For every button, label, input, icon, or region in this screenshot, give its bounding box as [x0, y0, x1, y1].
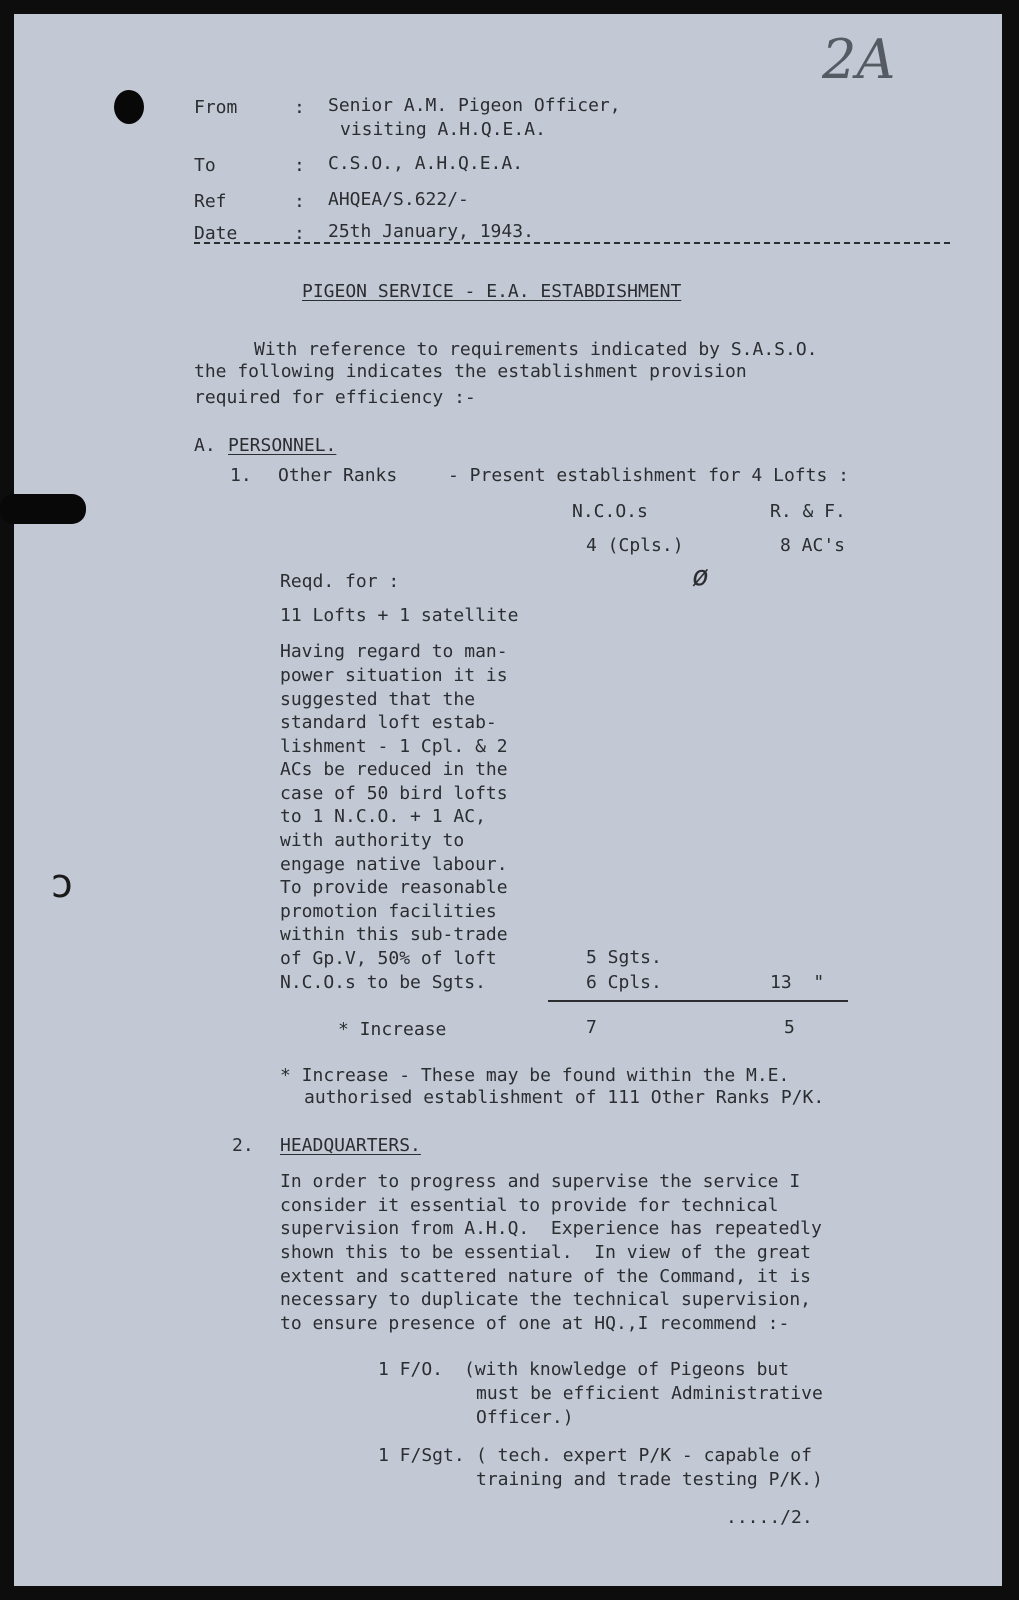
para-line-9: with authority to — [280, 830, 465, 851]
hq-para-line-1: In order to progress and supervise the service I — [280, 1171, 801, 1192]
section-2-number: 2. — [232, 1135, 254, 1156]
handwritten-mark: ø — [692, 559, 709, 592]
document-page — [14, 14, 1002, 1586]
intro-line-2: the following indicates the establishment provision — [194, 361, 747, 382]
document-title: PIGEON SERVICE - E.A. ESTABDISHMENT — [302, 281, 682, 302]
to-colon: : — [294, 155, 305, 176]
para-line-11: To provide reasonable — [280, 877, 508, 898]
from-value-line-1: Senior A.M. Pigeon Officer, — [328, 95, 621, 116]
ref-value: AHQEA/S.622/- — [328, 189, 469, 210]
date-colon: : — [294, 223, 305, 244]
from-value-line-2: visiting A.H.Q.E.A. — [340, 119, 546, 140]
para-line-2: power situation it is — [280, 665, 508, 686]
reqd-label: Reqd. for : — [280, 571, 400, 592]
column-header-ncos: N.C.O.s — [572, 501, 648, 522]
page-continuation: ...../2. — [726, 1507, 813, 1528]
totals-rule — [548, 1000, 848, 1002]
hq-para-line-6: necessary to duplicate the technical supervision, — [280, 1289, 812, 1310]
item-1-text: - Present establishment for 4 Lofts : — [448, 465, 849, 486]
para-line-3: suggested that the — [280, 689, 476, 710]
para-line-13: within this sub-trade — [280, 924, 508, 945]
hq-para-line-4: shown this to be essential. In view of the great — [280, 1242, 812, 1263]
increase-rf-value: 5 — [784, 1017, 795, 1038]
recommendation-1-label: 1 F/O. — [378, 1359, 444, 1380]
from-label: From — [194, 97, 238, 118]
from-colon: : — [294, 97, 305, 118]
para-line-15: N.C.O.s to be Sgts. — [280, 972, 486, 993]
para-line-5: lishment - 1 Cpl. & 2 — [280, 736, 508, 757]
present-rf-value: 8 AC's — [780, 535, 846, 556]
footnote-line-1: * Increase - These may be found within the M.E. — [280, 1065, 790, 1086]
lofts-line: 11 Lofts + 1 satellite — [280, 605, 519, 626]
para-line-4: standard loft estab- — [280, 712, 497, 733]
intro-line-3: required for efficiency :- — [194, 387, 476, 408]
memo — [14, 14, 1002, 1586]
reqd-cpls-value: 6 Cpls. — [586, 972, 662, 993]
header-divider — [194, 242, 950, 244]
punch-hole-middle — [0, 494, 86, 524]
recommendation-2-label: 1 F/Sgt. — [378, 1445, 465, 1466]
para-line-7: case of 50 bird lofts — [280, 783, 508, 804]
para-line-8: to 1 N.C.O. + 1 AC, — [280, 806, 486, 827]
column-header-rf: R. & F. — [770, 501, 846, 522]
increase-ncos-value: 7 — [586, 1017, 597, 1038]
intro-line-1: With reference to requirements indicated by S.A.S.O. — [254, 339, 818, 360]
increase-label: * Increase — [338, 1019, 447, 1040]
present-ncos-value: 4 (Cpls.) — [586, 535, 684, 556]
ref-label: Ref — [194, 191, 227, 212]
edge-mark: ɔ — [50, 861, 75, 907]
recommendation-1-line-2: must be efficient Administrative — [476, 1383, 823, 1404]
to-label: To — [194, 155, 216, 176]
section-a-heading: PERSONNEL. — [228, 435, 337, 456]
punch-hole-top — [114, 90, 144, 124]
para-line-14: of Gp.V, 50% of loft — [280, 948, 497, 969]
reqd-rf-value: 13 " — [770, 972, 825, 993]
reqd-sgts-value: 5 Sgts. — [586, 947, 662, 968]
recommendation-2-line-1: ( tech. expert P/K - capable of — [476, 1445, 812, 1466]
date-value: 25th January, 1943. — [328, 221, 534, 242]
hq-para-line-3: supervision from A.H.Q. Experience has repeatedly — [280, 1218, 822, 1239]
para-line-1: Having regard to man- — [280, 641, 508, 662]
para-line-12: promotion facilities — [280, 901, 497, 922]
to-value: C.S.O., A.H.Q.E.A. — [328, 153, 524, 174]
handwritten-folio-number: 2A — [822, 28, 896, 91]
section-2-heading: HEADQUARTERS. — [280, 1135, 421, 1156]
date-label: Date — [194, 223, 238, 244]
item-1-number: 1. — [230, 465, 252, 486]
recommendation-2-line-2: training and trade testing P/K.) — [476, 1469, 823, 1490]
para-line-10: engage native labour. — [280, 854, 508, 875]
section-a-letter: A. — [194, 435, 216, 456]
hq-para-line-2: consider it essential to provide for technical — [280, 1195, 779, 1216]
footnote-line-2: authorised establishment of 111 Other Ranks P/K. — [304, 1087, 825, 1108]
para-line-6: ACs be reduced in the — [280, 759, 508, 780]
recommendation-1-line-1: (with knowledge of Pigeons but — [464, 1359, 790, 1380]
ref-colon: : — [294, 191, 305, 212]
recommendation-1-line-3: Officer.) — [476, 1407, 574, 1428]
hq-para-line-5: extent and scattered nature of the Command, it is — [280, 1266, 812, 1287]
item-1-label: Other Ranks — [278, 465, 398, 486]
hq-para-line-7: to ensure presence of one at HQ.,I recommend :- — [280, 1313, 790, 1334]
